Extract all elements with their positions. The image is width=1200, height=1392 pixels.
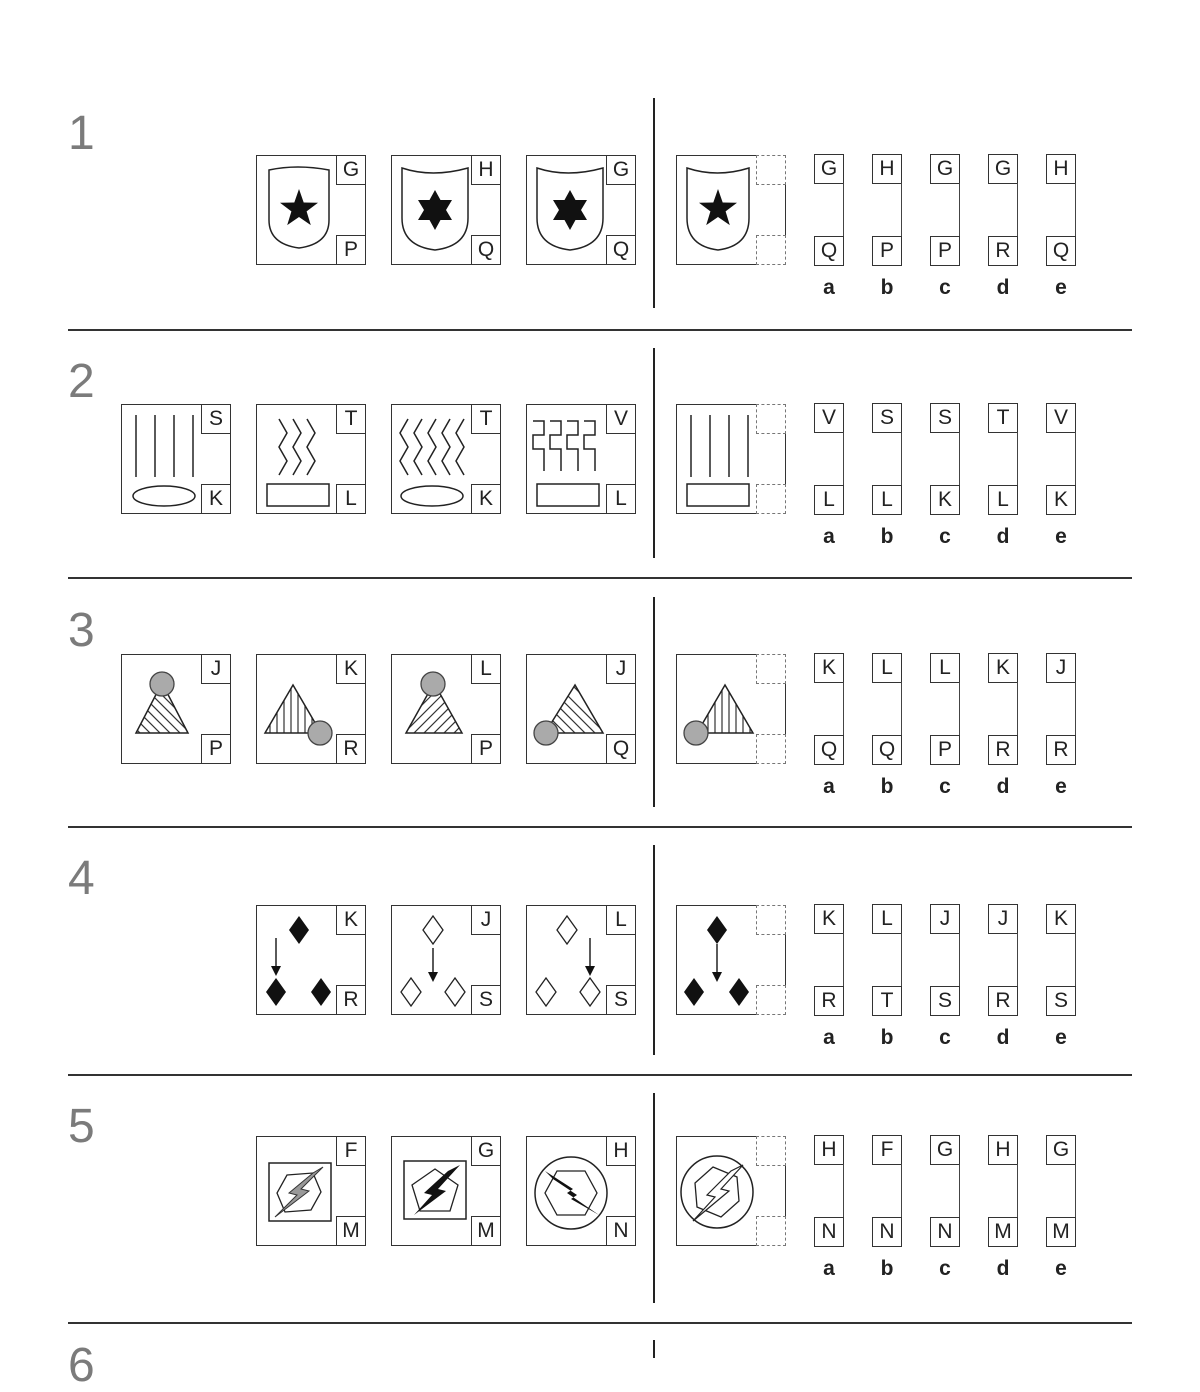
- code-bottom: M: [1046, 1217, 1076, 1247]
- code-bottom: P: [201, 734, 231, 764]
- code-bottom: P: [930, 236, 960, 266]
- figure-q2-2: [256, 404, 366, 514]
- option-label: b: [880, 525, 894, 548]
- code-bottom: N: [872, 1217, 902, 1247]
- option-stem: [843, 183, 844, 237]
- option-q3-a[interactable]: [814, 654, 844, 764]
- code-bottom: M: [471, 1216, 501, 1246]
- row-divider: [68, 577, 1132, 579]
- option-q1-d[interactable]: [988, 155, 1018, 265]
- code-top: L: [872, 653, 902, 683]
- figure-q4-3: [526, 905, 636, 1015]
- option-label: c: [939, 1026, 951, 1049]
- figure-q5-2: [391, 1136, 501, 1246]
- option-q2-c[interactable]: [930, 404, 960, 514]
- code-bottom: N: [606, 1216, 636, 1246]
- option-label: e: [1055, 775, 1067, 798]
- option-stem: [843, 432, 844, 486]
- code-bottom: R: [336, 985, 366, 1015]
- figure-q2-4: [526, 404, 636, 514]
- option-label: c: [939, 525, 951, 548]
- blank-code-bottom: [756, 484, 786, 514]
- code-bottom: R: [988, 236, 1018, 266]
- option-label: d: [996, 276, 1010, 299]
- option-q2-a[interactable]: [814, 404, 844, 514]
- figure-q3-3: [391, 654, 501, 764]
- figure-q5-3: [526, 1136, 636, 1246]
- figure-q2-3: [391, 404, 501, 514]
- code-top: T: [336, 404, 366, 434]
- code-top: K: [814, 653, 844, 683]
- option-q3-c[interactable]: [930, 654, 960, 764]
- option-label: a: [823, 775, 835, 798]
- option-label: b: [880, 1026, 894, 1049]
- code-top: K: [988, 653, 1018, 683]
- option-stem: [843, 682, 844, 736]
- row-divider: [68, 826, 1132, 828]
- column-divider: [653, 1340, 655, 1358]
- code-top: G: [471, 1136, 501, 1166]
- code-top: J: [1046, 653, 1076, 683]
- code-bottom: R: [988, 735, 1018, 765]
- option-label: d: [996, 1257, 1010, 1280]
- blank-code-bottom: [756, 235, 786, 265]
- code-bottom: R: [1046, 735, 1076, 765]
- code-bottom: S: [930, 986, 960, 1016]
- column-divider: [653, 1093, 655, 1303]
- code-bottom: L: [814, 485, 844, 515]
- code-bottom: L: [988, 485, 1018, 515]
- option-q2-d[interactable]: [988, 404, 1018, 514]
- option-label: d: [996, 1026, 1010, 1049]
- option-q2-e[interactable]: [1046, 404, 1076, 514]
- option-stem: [959, 432, 960, 486]
- code-bottom: K: [1046, 485, 1076, 515]
- option-stem: [959, 682, 960, 736]
- option-stem: [1075, 682, 1076, 736]
- code-top: L: [930, 653, 960, 683]
- code-top: V: [606, 404, 636, 434]
- option-stem: [901, 1164, 902, 1218]
- code-top: J: [471, 905, 501, 935]
- code-bottom: K: [471, 484, 501, 514]
- option-q4-a[interactable]: [814, 905, 844, 1015]
- blank-code-top: [756, 905, 786, 935]
- target-figure-q4: [676, 905, 786, 1015]
- option-label: a: [823, 525, 835, 548]
- option-stem: [959, 1164, 960, 1218]
- blank-code-bottom: [756, 734, 786, 764]
- option-stem: [1017, 183, 1018, 237]
- option-stem: [1017, 682, 1018, 736]
- figure-q1-1: [256, 155, 366, 265]
- question-number-1: 1: [68, 107, 95, 160]
- blank-code-top: [756, 654, 786, 684]
- target-figure-q5: [676, 1136, 786, 1246]
- code-bottom: R: [814, 986, 844, 1016]
- option-q5-c[interactable]: [930, 1136, 960, 1246]
- code-bottom: Q: [872, 735, 902, 765]
- option-q3-d[interactable]: [988, 654, 1018, 764]
- blank-code-top: [756, 404, 786, 434]
- option-stem: [843, 1164, 844, 1218]
- code-bottom: S: [1046, 986, 1076, 1016]
- code-top: S: [201, 404, 231, 434]
- code-bottom: P: [930, 735, 960, 765]
- option-label: c: [939, 775, 951, 798]
- code-bottom: T: [872, 986, 902, 1016]
- figure-q5-1: [256, 1136, 366, 1246]
- option-label: c: [939, 1257, 951, 1280]
- target-figure-q3: [676, 654, 786, 764]
- code-bottom: Q: [1046, 236, 1076, 266]
- code-bottom: Q: [606, 235, 636, 265]
- column-divider: [653, 348, 655, 558]
- option-label: e: [1055, 525, 1067, 548]
- code-top: L: [471, 654, 501, 684]
- code-bottom: P: [336, 235, 366, 265]
- option-stem: [959, 933, 960, 987]
- row-divider: [68, 1074, 1132, 1076]
- option-label: c: [939, 276, 951, 299]
- option-stem: [901, 933, 902, 987]
- code-top: L: [606, 905, 636, 935]
- option-q1-a[interactable]: [814, 155, 844, 265]
- code-top: G: [988, 154, 1018, 184]
- option-q2-b[interactable]: [872, 404, 902, 514]
- code-bottom: S: [471, 985, 501, 1015]
- question-number-6: 6: [68, 1339, 95, 1392]
- code-bottom: L: [606, 484, 636, 514]
- code-top: K: [814, 904, 844, 934]
- option-label: a: [823, 1026, 835, 1049]
- row-divider: [68, 329, 1132, 331]
- option-stem: [1075, 183, 1076, 237]
- code-top: J: [201, 654, 231, 684]
- code-bottom: L: [336, 484, 366, 514]
- code-top: L: [872, 904, 902, 934]
- code-bottom: K: [930, 485, 960, 515]
- code-bottom: P: [872, 236, 902, 266]
- option-q5-b[interactable]: [872, 1136, 902, 1246]
- option-q4-c[interactable]: [930, 905, 960, 1015]
- code-top: F: [872, 1135, 902, 1165]
- code-bottom: L: [872, 485, 902, 515]
- code-top: G: [930, 1135, 960, 1165]
- option-q4-e[interactable]: [1046, 905, 1076, 1015]
- question-number-5: 5: [68, 1100, 95, 1153]
- code-bottom: R: [988, 986, 1018, 1016]
- column-divider: [653, 98, 655, 308]
- code-top: G: [814, 154, 844, 184]
- option-stem: [1017, 1164, 1018, 1218]
- code-bottom: N: [930, 1217, 960, 1247]
- question-number-4: 4: [68, 852, 95, 905]
- code-top: H: [814, 1135, 844, 1165]
- figure-q3-1: [121, 654, 231, 764]
- blank-code-bottom: [756, 985, 786, 1015]
- figure-q1-2: [391, 155, 501, 265]
- code-top: H: [606, 1136, 636, 1166]
- code-top: S: [872, 403, 902, 433]
- code-bottom: Q: [606, 734, 636, 764]
- code-bottom: Q: [814, 735, 844, 765]
- code-bottom: K: [201, 484, 231, 514]
- target-figure-q2: [676, 404, 786, 514]
- option-label: e: [1055, 1026, 1067, 1049]
- figure-q2-1: [121, 404, 231, 514]
- option-label: b: [880, 775, 894, 798]
- code-bottom: Q: [814, 236, 844, 266]
- option-stem: [1075, 432, 1076, 486]
- code-bottom: P: [471, 734, 501, 764]
- figure-q4-1: [256, 905, 366, 1015]
- code-bottom: M: [988, 1217, 1018, 1247]
- code-top: K: [336, 905, 366, 935]
- code-top: G: [930, 154, 960, 184]
- column-divider: [653, 597, 655, 807]
- option-label: d: [996, 775, 1010, 798]
- row-divider: [68, 1322, 1132, 1324]
- option-label: a: [823, 276, 835, 299]
- option-q5-a[interactable]: [814, 1136, 844, 1246]
- code-top: K: [336, 654, 366, 684]
- column-divider: [653, 845, 655, 1055]
- option-q5-e[interactable]: [1046, 1136, 1076, 1246]
- option-stem: [1017, 933, 1018, 987]
- option-label: a: [823, 1257, 835, 1280]
- option-q4-b[interactable]: [872, 905, 902, 1015]
- code-top: V: [814, 403, 844, 433]
- code-top: J: [930, 904, 960, 934]
- code-top: T: [471, 404, 501, 434]
- option-stem: [959, 183, 960, 237]
- option-q3-b[interactable]: [872, 654, 902, 764]
- option-q4-d[interactable]: [988, 905, 1018, 1015]
- code-top: K: [1046, 904, 1076, 934]
- code-top: H: [1046, 154, 1076, 184]
- option-stem: [901, 682, 902, 736]
- blank-code-top: [756, 1136, 786, 1166]
- figure-q3-4: [526, 654, 636, 764]
- figure-q3-2: [256, 654, 366, 764]
- option-q1-e[interactable]: [1046, 155, 1076, 265]
- option-q1-b[interactable]: [872, 155, 902, 265]
- target-figure-q1: [676, 155, 786, 265]
- code-top: H: [988, 1135, 1018, 1165]
- option-q1-c[interactable]: [930, 155, 960, 265]
- code-bottom: S: [606, 985, 636, 1015]
- blank-code-top: [756, 155, 786, 185]
- option-stem: [1075, 1164, 1076, 1218]
- code-top: G: [336, 155, 366, 185]
- option-q5-d[interactable]: [988, 1136, 1018, 1246]
- option-stem: [843, 933, 844, 987]
- option-stem: [901, 432, 902, 486]
- option-stem: [1075, 933, 1076, 987]
- code-top: G: [606, 155, 636, 185]
- code-bottom: N: [814, 1217, 844, 1247]
- option-label: e: [1055, 1257, 1067, 1280]
- question-number-2: 2: [68, 355, 95, 408]
- figure-q4-2: [391, 905, 501, 1015]
- option-stem: [901, 183, 902, 237]
- blank-code-bottom: [756, 1216, 786, 1246]
- option-label: d: [996, 525, 1010, 548]
- code-bottom: Q: [471, 235, 501, 265]
- option-label: e: [1055, 276, 1067, 299]
- code-top: V: [1046, 403, 1076, 433]
- code-top: J: [606, 654, 636, 684]
- option-label: b: [880, 1257, 894, 1280]
- option-q3-e[interactable]: [1046, 654, 1076, 764]
- code-top: S: [930, 403, 960, 433]
- code-top: H: [471, 155, 501, 185]
- code-top: J: [988, 904, 1018, 934]
- code-top: G: [1046, 1135, 1076, 1165]
- code-bottom: M: [336, 1216, 366, 1246]
- code-top: T: [988, 403, 1018, 433]
- figure-q1-3: [526, 155, 636, 265]
- option-stem: [1017, 432, 1018, 486]
- code-top: F: [336, 1136, 366, 1166]
- option-label: b: [880, 276, 894, 299]
- question-number-3: 3: [68, 604, 95, 657]
- code-bottom: R: [336, 734, 366, 764]
- code-top: H: [872, 154, 902, 184]
